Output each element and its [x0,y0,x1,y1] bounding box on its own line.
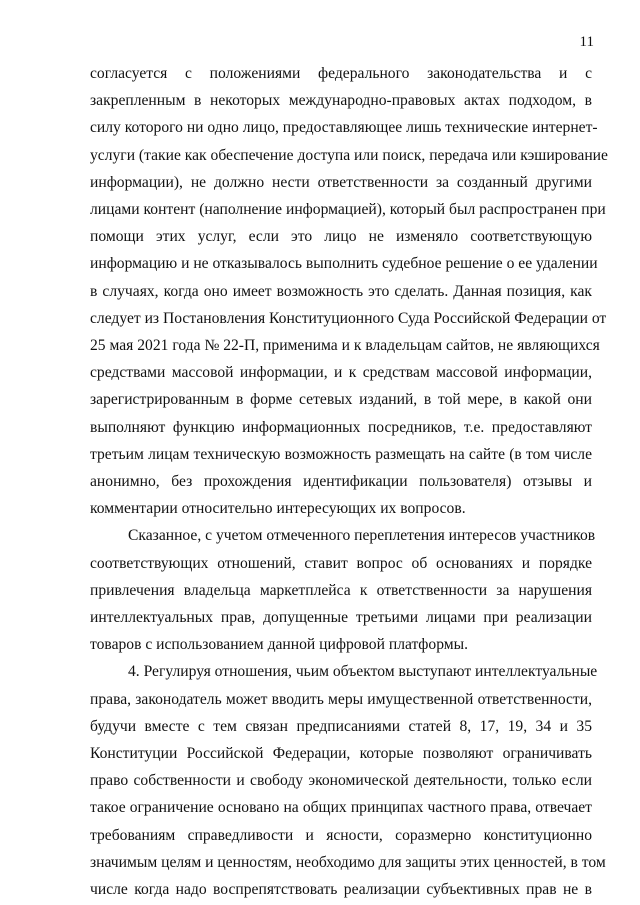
text-line: информации), не должно нести ответственности за созданный другими [90,173,592,191]
text-line: зарегистрированным в форме сетевых изданий, в той мере, в какой они [90,391,592,409]
text-line: выполняют функцию информационных посредников, т.е. предоставляют [90,418,592,436]
text-line: лицами контент (наполнение информацией), который был распространен при [90,201,606,219]
paragraph-last-line: товаров с использованием данной цифровой платформы. [90,636,469,654]
text-line: помощи этих услуг, если это лицо не изменяло соответствующую [90,228,592,246]
text-line: значимым целям и ценностям, необходимо для защиты этих ценностей, в том [90,853,606,871]
text-line: согласуется с положениями федерального законодательства и с [90,65,592,82]
text-line: числе когда надо воспрепятствовать реализации субъективных прав не в [90,881,592,899]
paragraph-first-line: 4. Регулируя отношения, чьим объектом выступают интеллектуальные [128,663,598,681]
text-line: силу которого ни одно лицо, предоставляющее лишь технические интернет- [90,119,598,137]
text-line: привлечения владельца маркетплейса к ответственности за нарушения [90,581,592,599]
text-line: третьим лицам техническую возможность размещать на сайте (в том числе [90,445,592,463]
text-line: в случаях, когда оно имеет возможность это сделать. Данная позиция, как [90,282,592,300]
text-line: право собственности и свободу экономической деятельности, только если [90,772,592,790]
text-line: будучи вместе с тем связан предписаниями статей 8, 17, 19, 34 и 35 [90,717,592,735]
paragraph-last-line: комментарии относительно интересующих их вопросов. [90,500,466,518]
text-line: соответствующих отношений, ставит вопрос об основаниях и порядке [90,554,592,572]
text-line: интеллектуальных прав, допущенные третьими лицами при реализации [90,609,592,627]
text-line: услуги (такие как обеспечение доступа или поиск, передача или кэширование [90,146,608,164]
text-line: информацию и не отказывалось выполнить судебное решение о ее удалении [90,255,598,273]
paragraph-first-line: Сказанное, с учетом отмеченного переплетения интересов участников [128,527,596,545]
text-line: средствами массовой информации, и к средствам массовой информации, [90,364,592,382]
text-line: требованиям справедливости и ясности, соразмерно конституционно [90,826,592,844]
page-number: 11 [579,34,594,50]
text-line: права, законодатель может вводить меры имущественной ответственности, [90,690,592,708]
text-line: Конституции Российской Федерации, которые позволяют ограничивать [90,745,592,763]
text-line: 25 мая 2021 года № 22-П, применима и к владельцам сайтов, не являющихся [90,337,600,355]
text-line: следует из Постановления Конституционного Суда Российской Федерации от [90,309,607,327]
document-body [90,60,608,903]
text-line: анонимно, без прохождения идентификации пользователя) отзывы и [90,473,592,491]
text-line: такое ограничение основано на общих принципах частного права, отвечает [90,799,592,817]
text-line: закрепленным в некоторых международно-правовых актах подходом, в [90,92,592,110]
